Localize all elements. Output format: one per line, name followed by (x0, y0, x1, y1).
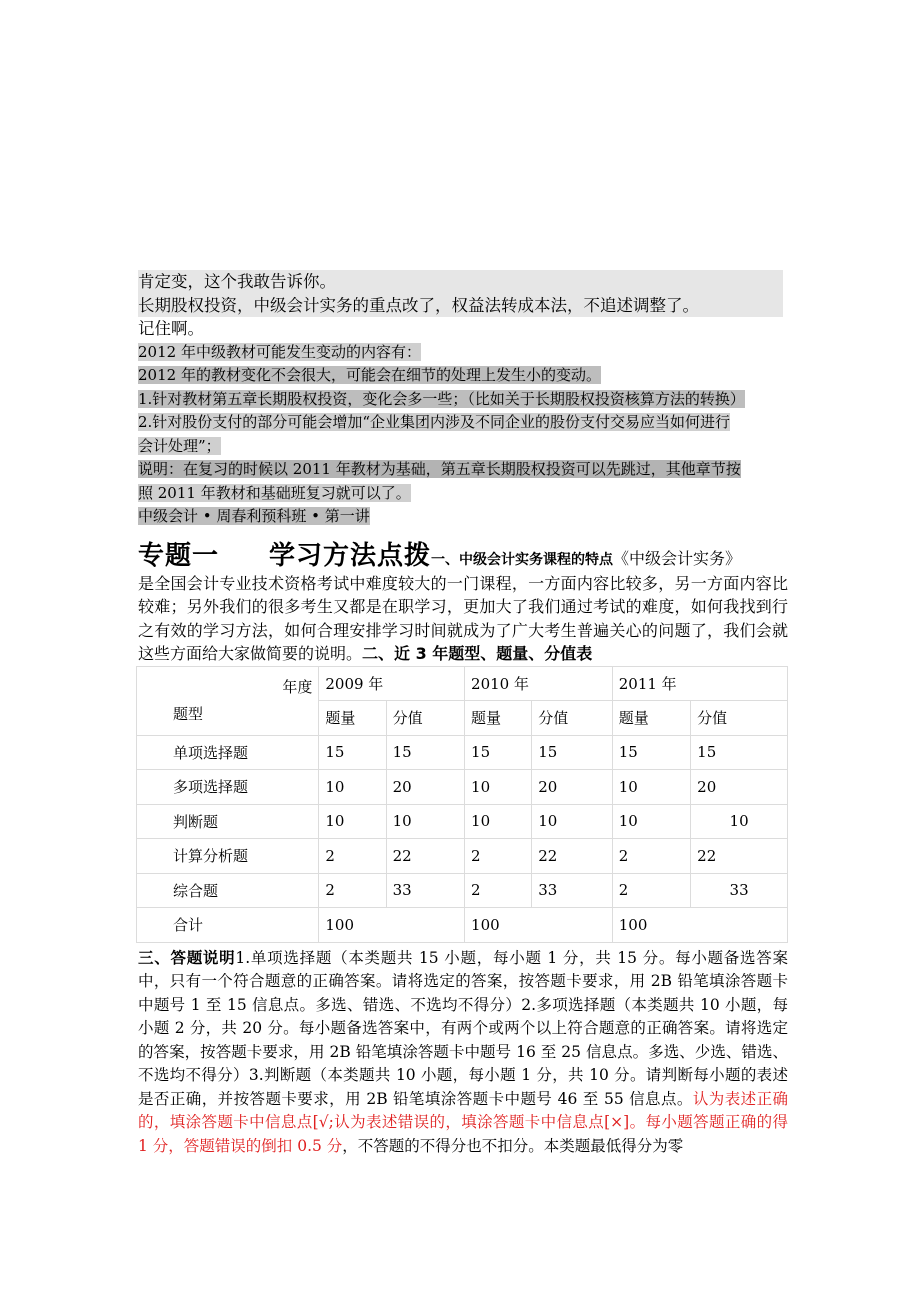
table-header-cell: 题量 (319, 701, 386, 736)
table-header-cell: 2010 年 (465, 666, 613, 701)
table-header-cell: 题量 (612, 701, 690, 736)
intro-line: 1.针对教材第五章长期股权投资，变化会多一些；（比如关于长期股权投资核算方法的转换） (138, 389, 745, 408)
section-heading: 专题一 学习方法点拨一、中级会计实务课程的特点《中级会计实务》 (138, 540, 742, 571)
table-row: 综合题 2 33 2 33 2 33 (137, 873, 788, 908)
document-body (138, 270, 788, 1158)
intro-line: 2012 年的教材变化不会很大，可能会在细节的处理上发生小的变动。 (138, 366, 601, 384)
answer-instructions: 三、答题说明1.单项选择题（本类题共 15 小题，每小题 1 分，共 15 分。每小题备选答案中，只有一个符合题意的正确答案。请将选定的答案，按答题卡要求，用 2B 铅笔填涂答题卡中题号 1 至 15 信息点。多选、错选、不选均不得分）2.多项选择题（本类题共 10 小题，每小题 2 分，共 20 分。每小题备选答案中，有两个或两个以上符合题意的正确答案。请将选定的答案，按答题卡要求，用 2B 铅笔填涂答题卡中题号 16 至 25 信息点。多选、少选、错选、不选均不得分）3.判断题（本类题共 10 小题，每小题 1 分，共 10 分。请判断每小题的表述是否正确，并按答题卡要求，用 2B 铅笔填涂答题卡中题号 46 至 55 信息点。认为表述正确的，填涂答题卡中信息点[√;认为表述错误的，填涂答题卡中信息点[×]。每小题答题正确的得 1 分，答题错误的倒扣 0.5 分，不答题的不得分也不扣分。本类题最低得分为零 (138, 948, 788, 1155)
intro-line: 长期股权投资，中级会计实务的重点改了，权益法转成本法，不追述调整了。 (138, 294, 788, 318)
intro-line: 中级会计 • 周春利预科班 • 第一讲 (138, 507, 370, 525)
table-row: 判断题 10 10 10 10 10 10 (137, 804, 788, 839)
table-header-cell: 2011 年 (612, 666, 787, 701)
intro-line: 2.针对股份支付的部分可能会增加“企业集团内涉及不同企业的股份支付交易应当如何进行 (138, 413, 730, 431)
intro-line: 照 2011 年教材和基础班复习就可以了。 (138, 483, 411, 502)
table-corner-cell: 年度 题型 (137, 666, 319, 735)
table-row: 单项选择题 15 15 15 15 15 15 (137, 735, 788, 770)
paragraph: 是全国会计专业技术资格考试中难度较大的一门课程，一方面内容比较多，另一方面内容比较难；另外我们的很多考生又都是在职学习，更加大了我们通过考试的难度，如何我找到行之有效的学习方法，如何合理安排学习时间就成为了广大考生普遍关心的问题了，我们会就这些方面给大家做简要的说明。二、近 3 年题型、题量、分值表 (138, 573, 788, 663)
table-row: 多项选择题 10 20 10 20 10 20 (137, 770, 788, 805)
intro-line: 2012 年中级教材可能发生变动的内容有： (138, 342, 421, 361)
table-header-cell: 分值 (386, 701, 464, 736)
table-header-cell: 分值 (532, 701, 612, 736)
table-row (137, 666, 788, 701)
table-header-cell: 题量 (465, 701, 532, 736)
table-row: 计算分析题 2 22 2 22 2 22 (137, 839, 788, 874)
intro-line: 记住啊。 (138, 319, 204, 338)
table-header-cell: 2009 年 (319, 666, 465, 701)
table-header-cell: 分值 (691, 701, 788, 736)
exam-score-table (136, 666, 788, 943)
intro-line: 肯定变，这个我敢告诉你。 (138, 270, 788, 294)
intro-line: 会计处理”； (138, 436, 221, 455)
intro-line: 说明：在复习的时候以 2011 年教材为基础，第五章长期股权投资可以先跳过，其他章节按 (138, 460, 741, 478)
table-row: 合计 100 100 100 (137, 908, 788, 943)
